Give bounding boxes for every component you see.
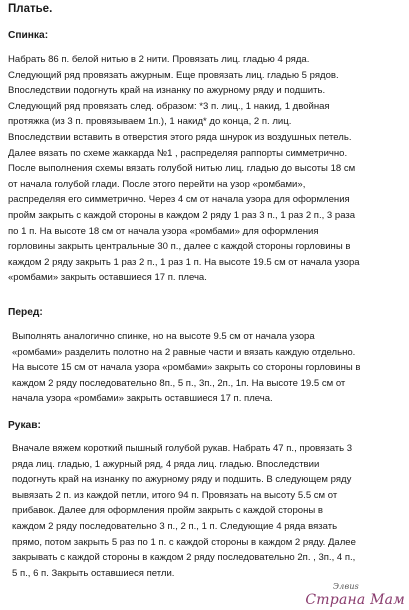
text-line: от начала голубой глади. После этого перейти на узор «ромбами», (8, 178, 306, 190)
text-line: по 1 п. На высоте 18 см от начала узора «ромбами» для оформления (8, 225, 319, 237)
section-text-front (12, 329, 409, 407)
section-heading-back: Спинка: (8, 30, 49, 41)
text-line: Следующий ряд провязать ажурным. Еще провязать лиц. гладью 5 рядов. (8, 69, 339, 81)
text-line: Следующий ряд провязать след. образом: *3 п. лиц., 1 накид, 1 двойная (8, 100, 330, 112)
text-line: пройм закрыть с каждой стороны в каждом 2 ряду 1 раз 3 п., 1 раз 2 п., 3 раза (8, 209, 356, 221)
section-heading-sleeve: Рукав: (8, 420, 41, 431)
text-line: После выполнения схемы вязать голубой нитью лиц. гладью до высоты 18 см (8, 163, 356, 175)
watermark-text: Страна Мам (305, 592, 405, 608)
text-line: На высоте 15 см от начала узора «ромбами» закрыть со стороны горловины в (12, 362, 361, 374)
section-heading-front: Перед: (8, 307, 43, 318)
text-line: каждом 2 ряду закрыть 1 раз 2 п., 1 раз 1 п. На высоте 19.5 см от начала узора (8, 256, 360, 268)
text-line: Впоследствии вставить в отверстия этого ряда шнурок из воздушных петель. (8, 131, 352, 143)
text-line: прямо, потом закрыть 5 раз по 1 п. с каждой стороны в каждом 2 ряду. Далее (12, 536, 356, 548)
section-text-back (8, 52, 406, 286)
text-line: «ромбами» разделить полотно на 2 равные части и вязать каждую отдельно. (12, 346, 356, 358)
text-line: Вначале вяжем короткий пышный голубой рукав. Набрать 47 п., провязать 3 (12, 443, 353, 454)
text-line: 5 п., 6 п. Закрыть оставшиеся петли. (12, 567, 175, 579)
text-line: протяжка (из 3 п. провязываем 1п.), 1 накид* до конца, 2 п. лиц. (8, 116, 292, 128)
text-line: горловины закрыть центральные 30 п., далее с каждой стороны горловины в (8, 241, 351, 253)
text-line: Выполнять аналогично спинке, но на высоте 9.5 см от начала узора (12, 331, 315, 342)
text-line: «ромбами» закрыть оставшиеся 17 п. плеча. (8, 272, 207, 284)
text-line: распределяя его симметрично. Через 4 см от начала узора для оформления (8, 194, 350, 206)
text-line: каждом 2 ряду последовательно 3 п., 2 п., 1 п. Следующие 4 ряда вязать (12, 520, 338, 532)
text-line: ряда лиц. гладью, 1 ажурный ряд, 4 ряда лиц. гладью. Впоследствии (12, 458, 320, 470)
text-line: Впоследствии подогнуть край на изнанку по ажурному ряду и подшить. (8, 85, 326, 97)
text-line: Далее вязать по схеме жаккарда №1 , распределяя раппорты симметрично. (8, 147, 348, 159)
section-text-sleeve (12, 441, 409, 581)
text-line: подогнуть край на изнанку по ажурному ряду и подшить. В следующем ряду (12, 474, 352, 486)
text-line: каждом 2 ряду последовательно 8п., 5 п., 3п., 2п., 1п. На высоте 19.5 см от (12, 377, 346, 389)
text-line: Набрать 86 п. белой нитью в 2 нити. Провязать лиц. гладью 4 ряда. (8, 54, 310, 65)
site-watermark (305, 582, 405, 608)
text-line: начала узора «ромбами» закрыть оставшиеся 17 п. плеча. (12, 393, 273, 405)
document-title: Платье. (8, 3, 53, 15)
text-line: вывязать 2 п. из каждой петли, итого 94 п. Провязать на высоту 5.5 см от (12, 489, 338, 501)
text-line: закрывать с каждой стороны в каждом 2 ряду последовательно 2п. , 3п., 4 п., (12, 552, 356, 564)
text-line: прибавок. Далее для оформления пройм закрыть с каждой стороны в (12, 505, 323, 517)
watermark-signature: Элвиs (332, 582, 359, 591)
